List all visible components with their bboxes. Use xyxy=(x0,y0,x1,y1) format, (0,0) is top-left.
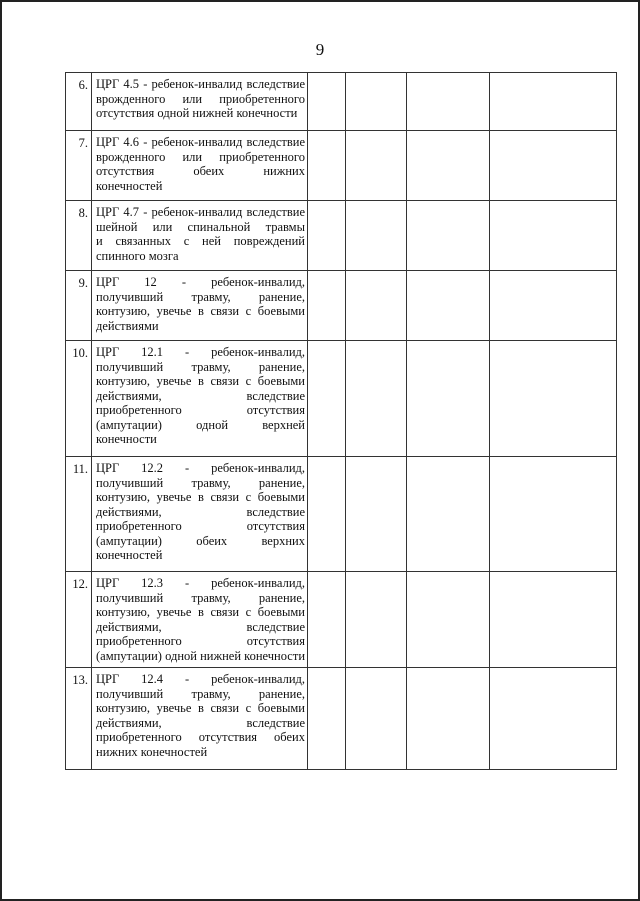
empty-cell xyxy=(490,668,617,770)
description-line: ЦРГ 4.5 - ребенок-инвалид вследствие xyxy=(96,77,305,91)
page-number: 9 xyxy=(315,40,325,59)
description-line: получивший травму, ранение, xyxy=(96,359,305,374)
table-row xyxy=(66,457,617,572)
empty-cell xyxy=(308,131,346,201)
row-description xyxy=(92,73,308,131)
description-line: (ампутации) одной нижней конечности xyxy=(96,648,306,663)
empty-cell xyxy=(308,271,346,341)
row-number: 13. xyxy=(66,668,92,770)
description-line: контузию, увечье в связи с боевыми xyxy=(96,490,305,504)
description-line: ЦРГ 12 - ребенок-инвалид, xyxy=(96,275,305,289)
empty-cell xyxy=(346,572,407,668)
empty-cell xyxy=(490,201,617,271)
row-description xyxy=(92,131,308,201)
empty-cell xyxy=(490,457,617,572)
empty-cell xyxy=(490,341,617,457)
row-number: 9. xyxy=(66,271,92,341)
row-number: 8. xyxy=(66,201,92,271)
empty-cell xyxy=(346,668,407,770)
description-line: (ампутации) одной верхней xyxy=(96,417,305,432)
row-description xyxy=(92,457,308,572)
description-line: контузию, увечье в связи с боевыми xyxy=(96,605,305,619)
description-text xyxy=(96,345,305,447)
empty-cell xyxy=(346,73,407,131)
description-line: отсутствия одной нижней конечности xyxy=(96,106,298,120)
description-line: врожденного или приобретенного xyxy=(96,149,305,164)
row-description xyxy=(92,341,308,457)
description-text xyxy=(96,275,305,333)
description-line: приобретенного отсутствия xyxy=(96,403,305,417)
empty-cell xyxy=(407,271,490,341)
row-description xyxy=(92,201,308,271)
description-line: ЦРГ 12.2 - ребенок-инвалид, xyxy=(96,461,305,475)
description-line: действиями, вследствие xyxy=(96,388,305,403)
empty-cell xyxy=(407,341,490,457)
empty-cell xyxy=(308,668,346,770)
description-line: (ампутации) обеих верхних xyxy=(96,533,305,548)
empty-cell xyxy=(407,201,490,271)
table-row xyxy=(66,572,617,668)
description-line: контузию, увечье в связи с боевыми xyxy=(96,374,305,388)
row-number: 7. xyxy=(66,131,92,201)
empty-cell xyxy=(346,457,407,572)
empty-cell xyxy=(308,457,346,572)
description-line: приобретенного отсутствия xyxy=(96,519,305,533)
description-text xyxy=(96,205,305,263)
table-row xyxy=(66,131,617,201)
table-row xyxy=(66,73,617,131)
description-text xyxy=(96,672,305,759)
document-table xyxy=(65,72,617,770)
description-line: конечностей xyxy=(96,548,163,562)
description-line: ЦРГ 12.1 - ребенок-инвалид, xyxy=(96,345,305,359)
description-line: конечностей xyxy=(96,178,163,193)
row-number: 11. xyxy=(66,457,92,572)
empty-cell xyxy=(407,73,490,131)
row-description xyxy=(92,271,308,341)
empty-cell xyxy=(490,131,617,201)
description-line: спинного мозга xyxy=(96,248,179,263)
empty-cell xyxy=(407,131,490,201)
table-row xyxy=(66,668,617,770)
description-line: действиями, вследствие xyxy=(96,504,305,519)
description-line: контузию, увечье в связи с боевыми xyxy=(96,304,305,318)
row-description xyxy=(92,572,308,668)
description-line: получивший травму, ранение, xyxy=(96,686,305,701)
description-text xyxy=(96,576,305,663)
row-number: 12. xyxy=(66,572,92,668)
description-line: нижних конечностей xyxy=(96,744,208,759)
row-number: 6. xyxy=(66,73,92,131)
empty-cell xyxy=(407,572,490,668)
description-line: отсутствия обеих нижних xyxy=(96,164,305,178)
description-line: приобретенного отсутствия xyxy=(96,634,305,648)
empty-cell xyxy=(490,572,617,668)
description-line: контузию, увечье в связи с боевыми xyxy=(96,701,305,715)
empty-cell xyxy=(308,572,346,668)
description-line: ЦРГ 4.7 - ребенок-инвалид вследствие xyxy=(96,205,305,219)
row-description xyxy=(92,668,308,770)
row-number: 10. xyxy=(66,341,92,457)
description-line: действиями, вследствие xyxy=(96,715,305,730)
empty-cell xyxy=(308,73,346,131)
empty-cell xyxy=(346,131,407,201)
description-text xyxy=(96,77,305,121)
description-line: конечности xyxy=(96,432,157,446)
description-line: ЦРГ 12.4 - ребенок-инвалид, xyxy=(96,672,305,686)
description-line: получивший травму, ранение, xyxy=(96,475,305,490)
empty-cell xyxy=(346,341,407,457)
empty-cell xyxy=(490,73,617,131)
description-line: врожденного или приобретенного xyxy=(96,91,305,106)
table-row xyxy=(66,201,617,271)
description-line: шейной или спинальной травмы xyxy=(96,219,305,234)
description-line: получивший травму, ранение, xyxy=(96,289,305,304)
empty-cell xyxy=(346,271,407,341)
description-line: получивший травму, ранение, xyxy=(96,590,305,605)
empty-cell xyxy=(407,668,490,770)
table-row xyxy=(66,341,617,457)
empty-cell xyxy=(346,201,407,271)
description-line: действиями, вследствие xyxy=(96,619,305,634)
description-text xyxy=(96,461,305,563)
empty-cell xyxy=(407,457,490,572)
table-row xyxy=(66,271,617,341)
description-line: ЦРГ 12.3 - ребенок-инвалид, xyxy=(96,576,305,590)
empty-cell xyxy=(308,341,346,457)
empty-cell xyxy=(308,201,346,271)
description-line: и связанных с ней повреждений xyxy=(96,234,305,248)
description-text xyxy=(96,135,305,193)
description-line: ЦРГ 4.6 - ребенок-инвалид вследствие xyxy=(96,135,305,149)
empty-cell xyxy=(490,271,617,341)
description-line: действиями xyxy=(96,318,159,333)
description-line: приобретенного отсутствия обеих xyxy=(96,730,305,744)
